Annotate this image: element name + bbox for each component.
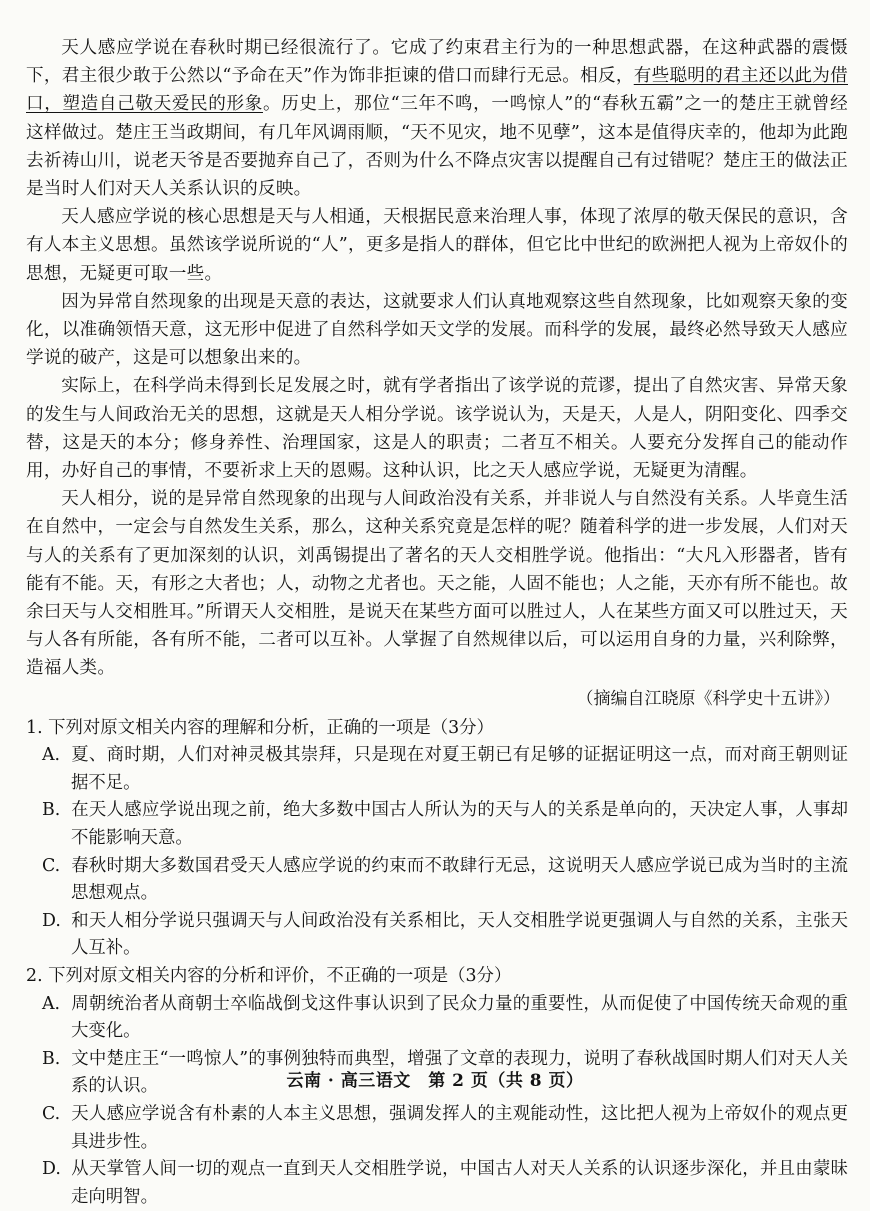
option-text: 春秋时期大多数国君受天人感应学说的约束而不敢肆行无忌，这说明天人感应学说已成为当时的主流思想观点。 bbox=[71, 855, 848, 904]
option-letter: B. bbox=[42, 1048, 61, 1069]
option-letter: C. bbox=[42, 1103, 61, 1124]
page-footer: 云南 · 高三语文 第 2 页（共 8 页） bbox=[286, 1071, 584, 1091]
option-d[interactable] bbox=[42, 908, 848, 963]
option-b[interactable] bbox=[42, 797, 848, 852]
question-stem: 2. 下列对原文相关内容的分析和评价，不正确的一项是（3分） bbox=[26, 966, 512, 987]
option-letter: A. bbox=[42, 993, 61, 1014]
reading-passage bbox=[26, 34, 848, 713]
passage-paragraph-2: 天人感应学说的核心思想是天与人相通，天根据民意来治理人事，体现了浓厚的敬天保民的意识，含有人本主义思想。虽然该学说所说的“人”，更多是指人的群体，但它比中世纪的欧洲把人视为上帝奴仆的思想，无疑更可取一些。 bbox=[26, 207, 848, 284]
option-text: 从天掌管人间一切的观点一直到天人交相胜学说，中国古人对天人关系的认识逐步深化，并且由蒙昧走向明智。 bbox=[71, 1159, 848, 1207]
option-text: 周朝统治者从商朝士卒临战倒戈这件事认识到了民众力量的重要性，从而促使了中国传统天命观的重大变化。 bbox=[71, 993, 848, 1042]
passage-paragraph-4: 实际上，在科学尚未得到长足发展之时，就有学者指出了该学说的荒谬，提出了自然灾害、异常天象的发生与人间政治无关的思想，这就是天人相分学说。该学说认为，天是天，人是人，阴阳变化、四季交替，这是天的本分；修身养性、治理国家，这是人的职责；二者互不相关。人要充分发挥自己的能动作用，办好自己的事情，不要祈求上天的恩赐。这种认识，比之天人感应学说，无疑更为清醒。 bbox=[26, 376, 848, 482]
option-text: 在天人感应学说出现之前，绝大多数中国古人所认为的天与人的关系是单向的，天决定人事，人事却不能影响天意。 bbox=[71, 800, 848, 849]
question-stem: 1. 下列对原文相关内容的理解和分析，正确的一项是（3分） bbox=[26, 717, 494, 738]
option-c[interactable] bbox=[42, 1101, 848, 1156]
option-a[interactable] bbox=[42, 991, 848, 1046]
option-a[interactable] bbox=[42, 742, 848, 797]
option-letter: D. bbox=[42, 910, 61, 931]
option-letter: B. bbox=[42, 800, 61, 821]
option-d[interactable] bbox=[42, 1156, 848, 1211]
passage-paragraph-3: 因为异常自然现象的出现是天意的表达，这就要求人们认真地观察这些自然现象，比如观察天象的变化，以准确领悟天意，这无形中促进了自然科学如天文学的发展。而科学的发展，最终必然导致天人感应学说的破产，这是可以想象出来的。 bbox=[26, 291, 848, 369]
underlined-phrase: 有些聪明的君主还以此为借口，塑造自己敬天爱民的形象 bbox=[26, 66, 848, 115]
passage-source: （摘编自江晓原《科学史十五讲》） bbox=[576, 688, 840, 709]
passage-paragraph-1: 天人感应学说在春秋时期已经很流行了。它成了约束君主行为的一种思想武器，在这种武器的震慑下，君主很少敢于公然以“予命在天”作为饰非拒谏的借口而肆行无忌。相反，有些聪明的君主还以此为借口，塑造自己敬天爱民的形象。历史上，那位“三年不鸣，一鸣惊人”的“春秋五霸”之一的楚庄王就曾经这样做过。楚庄王当政期间，有几年风调雨顺，“天不见灾，地不见孽”，这本是值得庆幸的，他却为此跑去祈祷山川，说老天爷是否要抛弃自己了，否则为什么不降点灾害以提醒自己有过错呢？楚庄王的做法正是当时人们对天人关系认识的反映。 bbox=[26, 38, 848, 200]
option-letter: D. bbox=[42, 1159, 61, 1180]
option-c[interactable] bbox=[42, 853, 848, 908]
option-text: 夏、商时期，人们对神灵极其崇拜，只是现在对夏王朝已有足够的证据证明这一点，而对商王朝则证据不足。 bbox=[71, 745, 848, 793]
option-letter: A. bbox=[42, 745, 61, 766]
option-text: 文中楚庄王“一鸣惊人”的事例独特而典型，增强了文章的表现力，说明了春秋战国时期人们对天人关系的认识。 bbox=[71, 1048, 848, 1097]
option-text: 和天人相分学说只强调天与人间政治没有关系相比，天人交相胜学说更强调人与自然的关系，主张天人互补。 bbox=[71, 910, 848, 959]
passage-paragraph-5: 天人相分，说的是异常自然现象的出现与人间政治没有关系，并非说人与自然没有关系。人毕竟生活在自然中，一定会与自然发生关系，那么，这种关系究竟是怎样的呢？随着科学的进一步发展，人们对天与人的关系有了更加深刻的认识，刘禹锡提出了著名的天人交相胜学说。他指出：“大凡入形器者，皆有能有不能。天，有形之大者也；人，动物之尤者也。天之能，人固不能也；人之能，天亦有所不能也。故余曰天与人交相胜耳。”所谓天人交相胜，是说天在某些方面可以胜过人，人在某些方面又可以胜过天，天与人各有所能，各有所不能，二者可以互补。人掌握了自然规律以后，可以运用自身的力量，兴利除弊，造福人类。 bbox=[26, 489, 848, 679]
option-letter: C. bbox=[42, 855, 61, 876]
option-text: 天人感应学说含有朴素的人本主义思想，强调发挥人的主观能动性，这比把人视为上帝奴仆的观点更具进步性。 bbox=[71, 1103, 848, 1152]
question-1 bbox=[26, 715, 848, 963]
